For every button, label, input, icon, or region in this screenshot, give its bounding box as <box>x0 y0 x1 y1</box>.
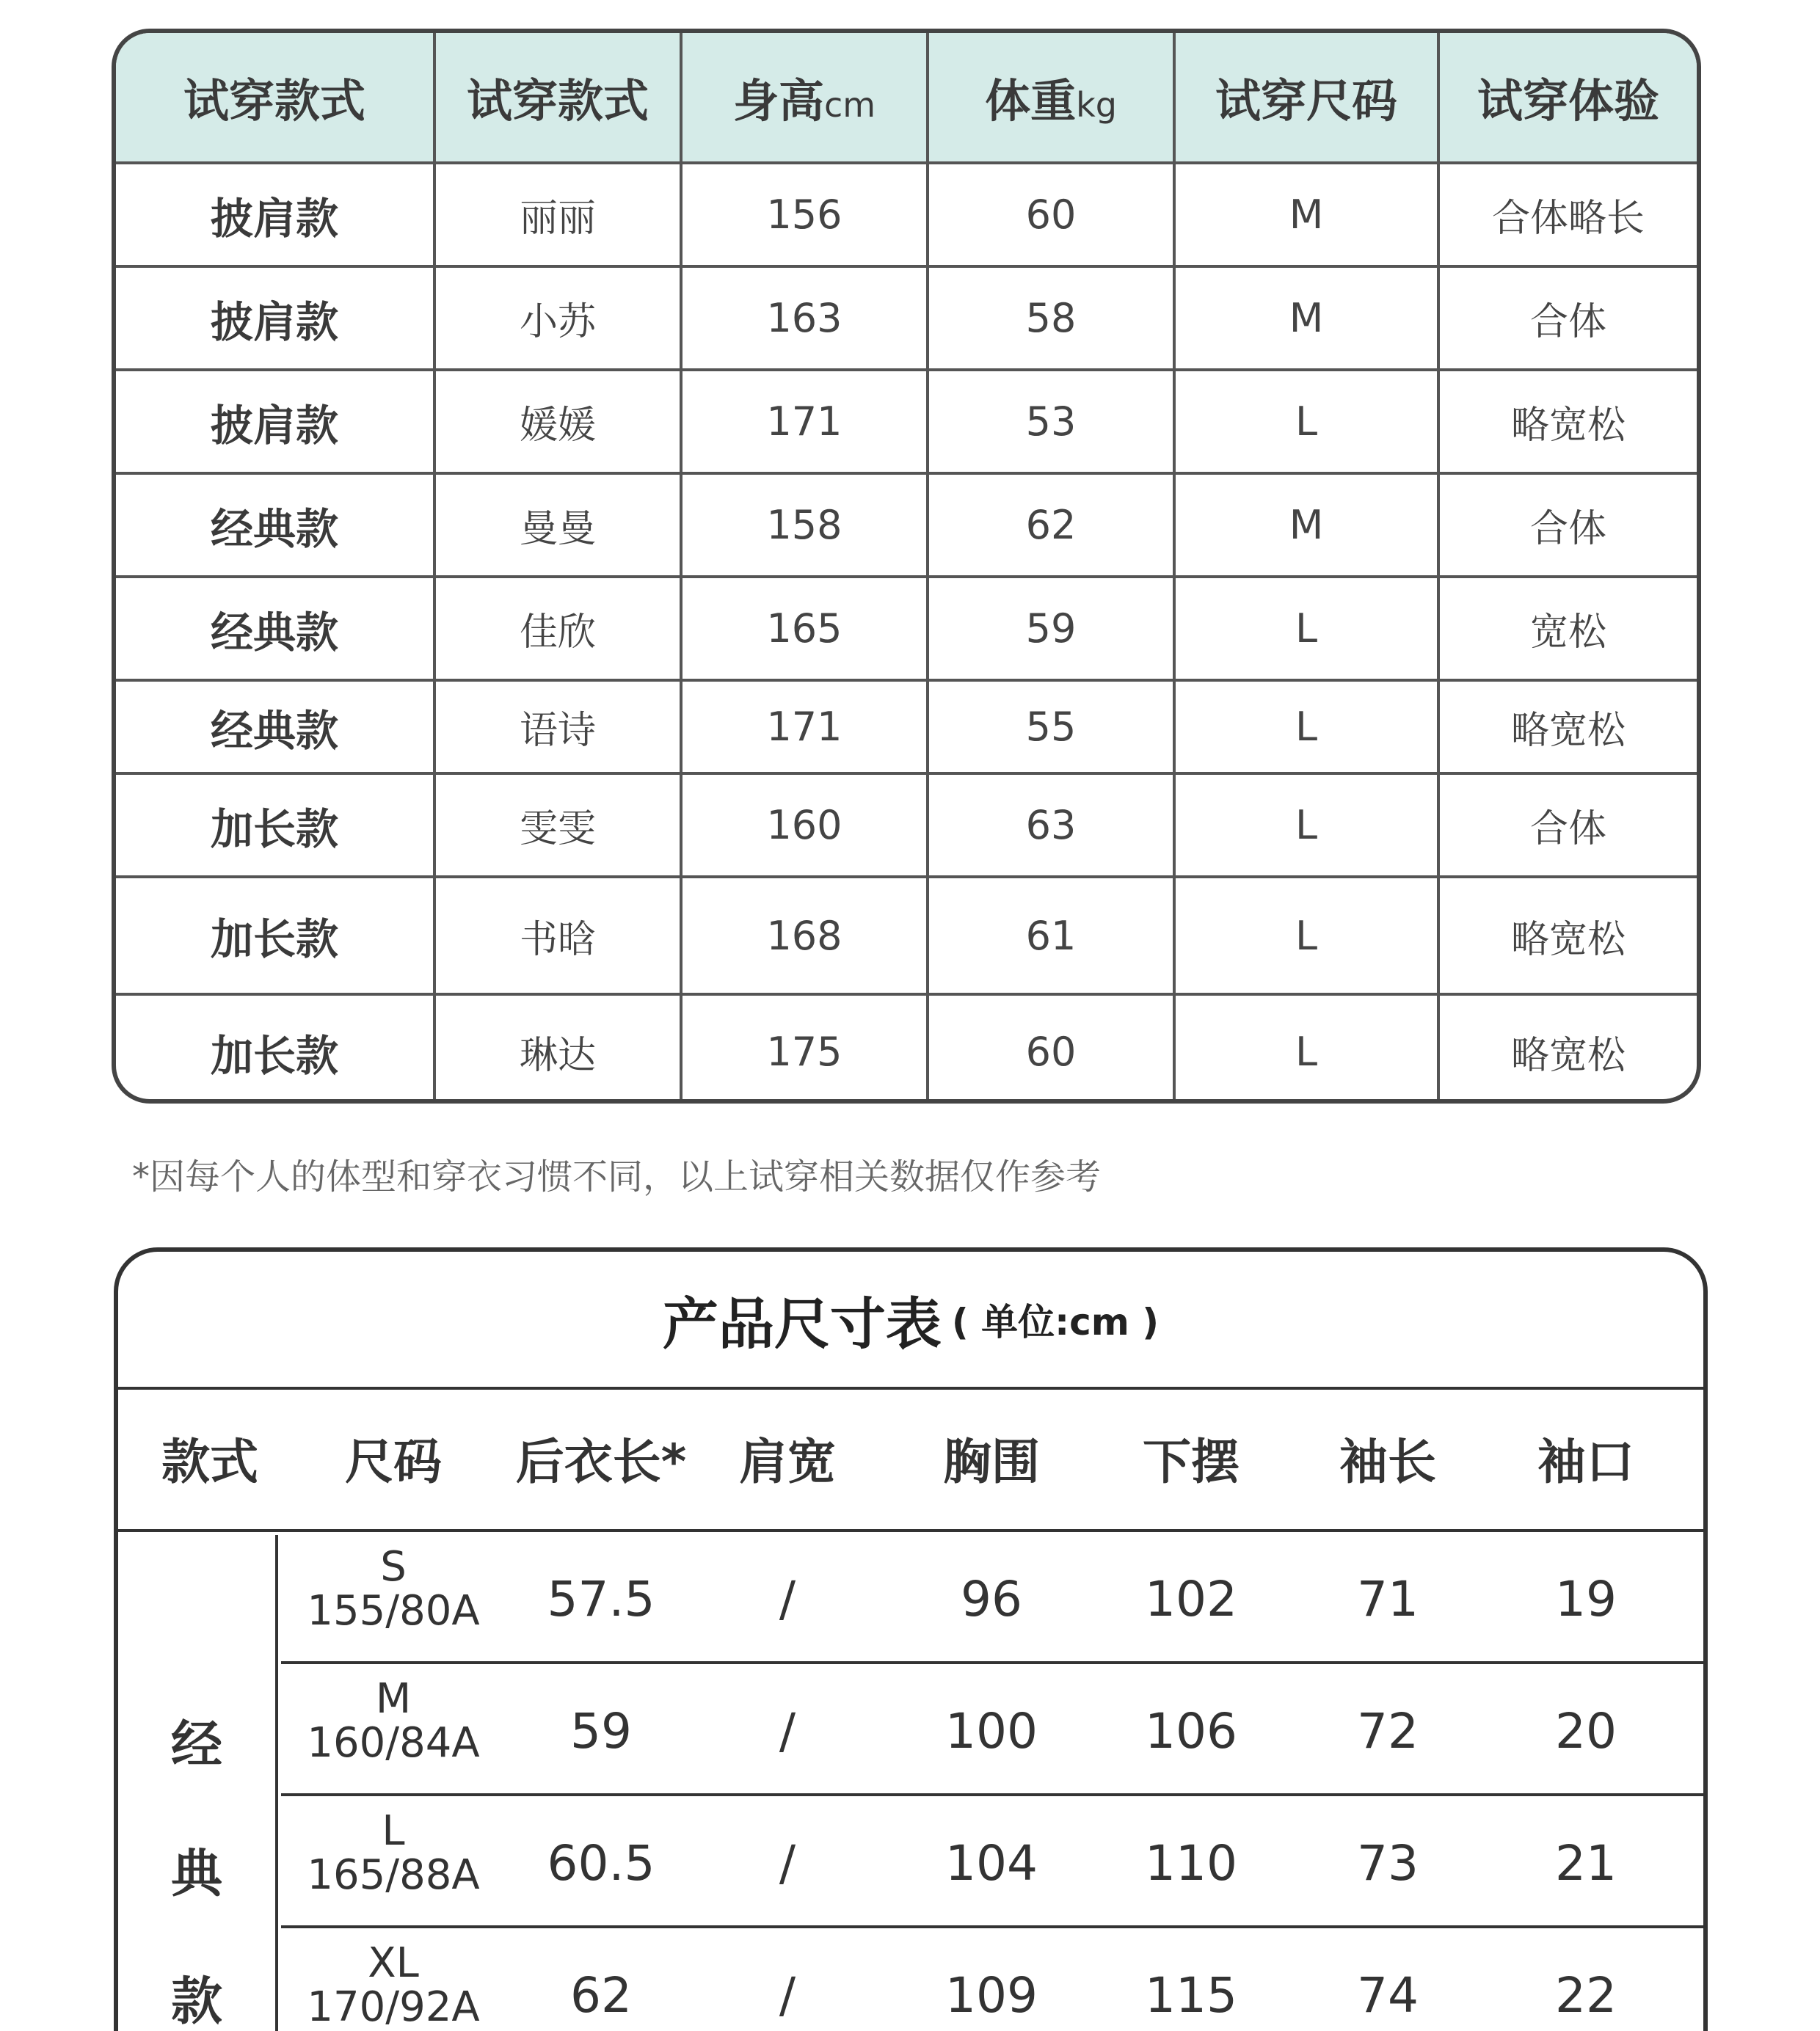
cell-size: L <box>1174 680 1438 773</box>
cell-weight: 53 <box>928 370 1174 473</box>
header-tryon-style: 试穿款式 <box>116 33 434 163</box>
cell-size: L <box>1174 773 1438 877</box>
cell-shoulder: / <box>779 1703 796 1760</box>
table-row <box>281 1667 1703 1796</box>
cell-chest: 104 <box>945 1835 1038 1892</box>
cell-sleeve: 74 <box>1357 1967 1419 2024</box>
table-row <box>116 680 1697 773</box>
cell-size: M <box>1174 163 1438 266</box>
size-spec: 160/84A <box>307 1719 480 1767</box>
cell-cuff: 20 <box>1555 1703 1617 1760</box>
cell-style: 披肩款 <box>116 370 434 473</box>
weight-unit: kg <box>1076 85 1117 125</box>
header-tryon-experience: 试穿体验 <box>1438 33 1697 163</box>
cell-back-length: 60.5 <box>547 1835 655 1892</box>
cell-back-length: 62 <box>570 1967 632 2024</box>
cell-experience: 略宽松 <box>1438 370 1697 473</box>
cell-size: L <box>1174 370 1438 473</box>
cell-style: 加长款 <box>116 773 434 877</box>
header-back-length: 后衣长* <box>515 1434 687 1490</box>
cell-name: 书晗 <box>434 877 681 994</box>
cell-shoulder: / <box>779 1835 796 1892</box>
cell-style: 加长款 <box>116 994 434 1104</box>
cell-height: 165 <box>681 577 928 680</box>
cell-weight: 58 <box>928 266 1174 370</box>
cell-height: 158 <box>681 473 928 577</box>
size-chart-title: 产品尺寸表 <box>662 1291 942 1357</box>
cell-weight: 55 <box>928 680 1174 773</box>
header-style: 款式 <box>161 1434 258 1490</box>
table-row <box>116 877 1697 994</box>
cell-back-length: 57.5 <box>547 1571 655 1627</box>
size-label <box>307 1809 479 1897</box>
disclaimer-note: *因每个人的体型和穿衣习惯不同，以上试穿相关数据仅作参考 <box>132 1156 1102 1197</box>
cell-cuff: 21 <box>1555 1835 1617 1892</box>
cell-size: L <box>1174 994 1438 1104</box>
tryon-header-row <box>116 33 1697 163</box>
cell-hem: 102 <box>1145 1571 1237 1627</box>
header-sleeve: 袖长 <box>1339 1434 1436 1490</box>
header-tryon-size: 试穿尺码 <box>1174 33 1438 163</box>
cell-style: 加长款 <box>116 877 434 994</box>
cell-height: 175 <box>681 994 928 1104</box>
cell-size: M <box>1174 266 1438 370</box>
header-tryon-model: 试穿款式 <box>434 33 681 163</box>
table-row <box>116 370 1697 473</box>
style-char: 经 <box>171 1714 222 1775</box>
size-code: XL <box>368 1939 419 1987</box>
cell-experience: 宽松 <box>1438 577 1697 680</box>
cell-height: 156 <box>681 163 928 266</box>
cell-experience: 合体 <box>1438 773 1697 877</box>
header-weight: 体重kg <box>928 33 1174 163</box>
size-label <box>307 1941 479 2030</box>
table-row <box>116 163 1697 266</box>
cell-name: 媛媛 <box>434 370 681 473</box>
table-row <box>116 994 1697 1104</box>
cell-hem: 106 <box>1145 1703 1237 1760</box>
cell-shoulder: / <box>779 1571 796 1627</box>
size-label <box>307 1677 479 1765</box>
cell-height: 163 <box>681 266 928 370</box>
cell-height: 171 <box>681 370 928 473</box>
cell-shoulder: / <box>779 1967 796 2024</box>
cell-weight: 61 <box>928 877 1174 994</box>
table-row <box>116 473 1697 577</box>
style-char: 典 <box>171 1843 222 1904</box>
cell-weight: 62 <box>928 473 1174 577</box>
cell-name: 小苏 <box>434 266 681 370</box>
size-code: M <box>375 1675 412 1723</box>
cell-chest: 96 <box>961 1571 1022 1627</box>
cell-chest: 100 <box>945 1703 1038 1760</box>
cell-weight: 60 <box>928 163 1174 266</box>
height-unit: cm <box>823 85 876 125</box>
cell-height: 160 <box>681 773 928 877</box>
cell-experience: 略宽松 <box>1438 877 1697 994</box>
header-size: 尺码 <box>345 1434 442 1490</box>
table-row <box>281 1535 1703 1664</box>
cell-size: L <box>1174 877 1438 994</box>
header-shoulder: 肩宽 <box>739 1434 836 1490</box>
tryon-table <box>112 29 1701 1104</box>
cell-experience: 合体 <box>1438 266 1697 370</box>
cell-style: 披肩款 <box>116 266 434 370</box>
cell-sleeve: 72 <box>1357 1703 1419 1760</box>
cell-weight: 60 <box>928 994 1174 1104</box>
cell-size: L <box>1174 577 1438 680</box>
size-spec: 155/80A <box>307 1587 480 1635</box>
cell-name: 佳欣 <box>434 577 681 680</box>
header-height: 身高cm <box>681 33 928 163</box>
cell-name: 雯雯 <box>434 773 681 877</box>
cell-hem: 115 <box>1145 1967 1237 2024</box>
size-chart-style-cell <box>118 1535 278 2031</box>
cell-experience: 略宽松 <box>1438 680 1697 773</box>
style-char: 款 <box>171 1971 222 2031</box>
cell-height: 168 <box>681 877 928 994</box>
cell-height: 171 <box>681 680 928 773</box>
table-row <box>116 266 1697 370</box>
cell-name: 丽丽 <box>434 163 681 266</box>
cell-cuff: 22 <box>1555 1967 1617 2024</box>
cell-weight: 59 <box>928 577 1174 680</box>
cell-style: 经典款 <box>116 473 434 577</box>
size-code: L <box>382 1807 405 1855</box>
table-row <box>116 773 1697 877</box>
size-spec: 170/92A <box>307 1983 480 2031</box>
cell-experience: 合体略长 <box>1438 163 1697 266</box>
cell-hem: 110 <box>1145 1835 1237 1892</box>
cell-sleeve: 71 <box>1357 1571 1419 1627</box>
cell-style: 经典款 <box>116 577 434 680</box>
header-chest: 胸围 <box>943 1434 1040 1490</box>
cell-back-length: 59 <box>570 1703 632 1760</box>
size-chart <box>114 1247 1708 2031</box>
cell-experience: 合体 <box>1438 473 1697 577</box>
header-hem: 下摆 <box>1143 1434 1240 1490</box>
table-row <box>281 1931 1703 2031</box>
size-spec: 165/88A <box>307 1851 480 1899</box>
cell-sleeve: 73 <box>1357 1835 1419 1892</box>
table-row <box>281 1799 1703 1928</box>
header-cuff: 袖口 <box>1537 1434 1634 1490</box>
size-label <box>307 1545 479 1633</box>
cell-experience: 略宽松 <box>1438 994 1697 1104</box>
cell-weight: 63 <box>928 773 1174 877</box>
cell-name: 曼曼 <box>434 473 681 577</box>
size-chart-unit: ( 单位:cm ) <box>951 1301 1160 1343</box>
size-chart-header-row <box>118 1393 1703 1532</box>
size-code: S <box>380 1543 407 1591</box>
cell-size: M <box>1174 473 1438 577</box>
cell-chest: 109 <box>945 1967 1038 2024</box>
table-row <box>116 577 1697 680</box>
cell-name: 琳达 <box>434 994 681 1104</box>
cell-style: 披肩款 <box>116 163 434 266</box>
cell-style: 经典款 <box>116 680 434 773</box>
cell-cuff: 19 <box>1555 1571 1617 1627</box>
size-chart-title-bar <box>118 1252 1703 1390</box>
cell-name: 语诗 <box>434 680 681 773</box>
